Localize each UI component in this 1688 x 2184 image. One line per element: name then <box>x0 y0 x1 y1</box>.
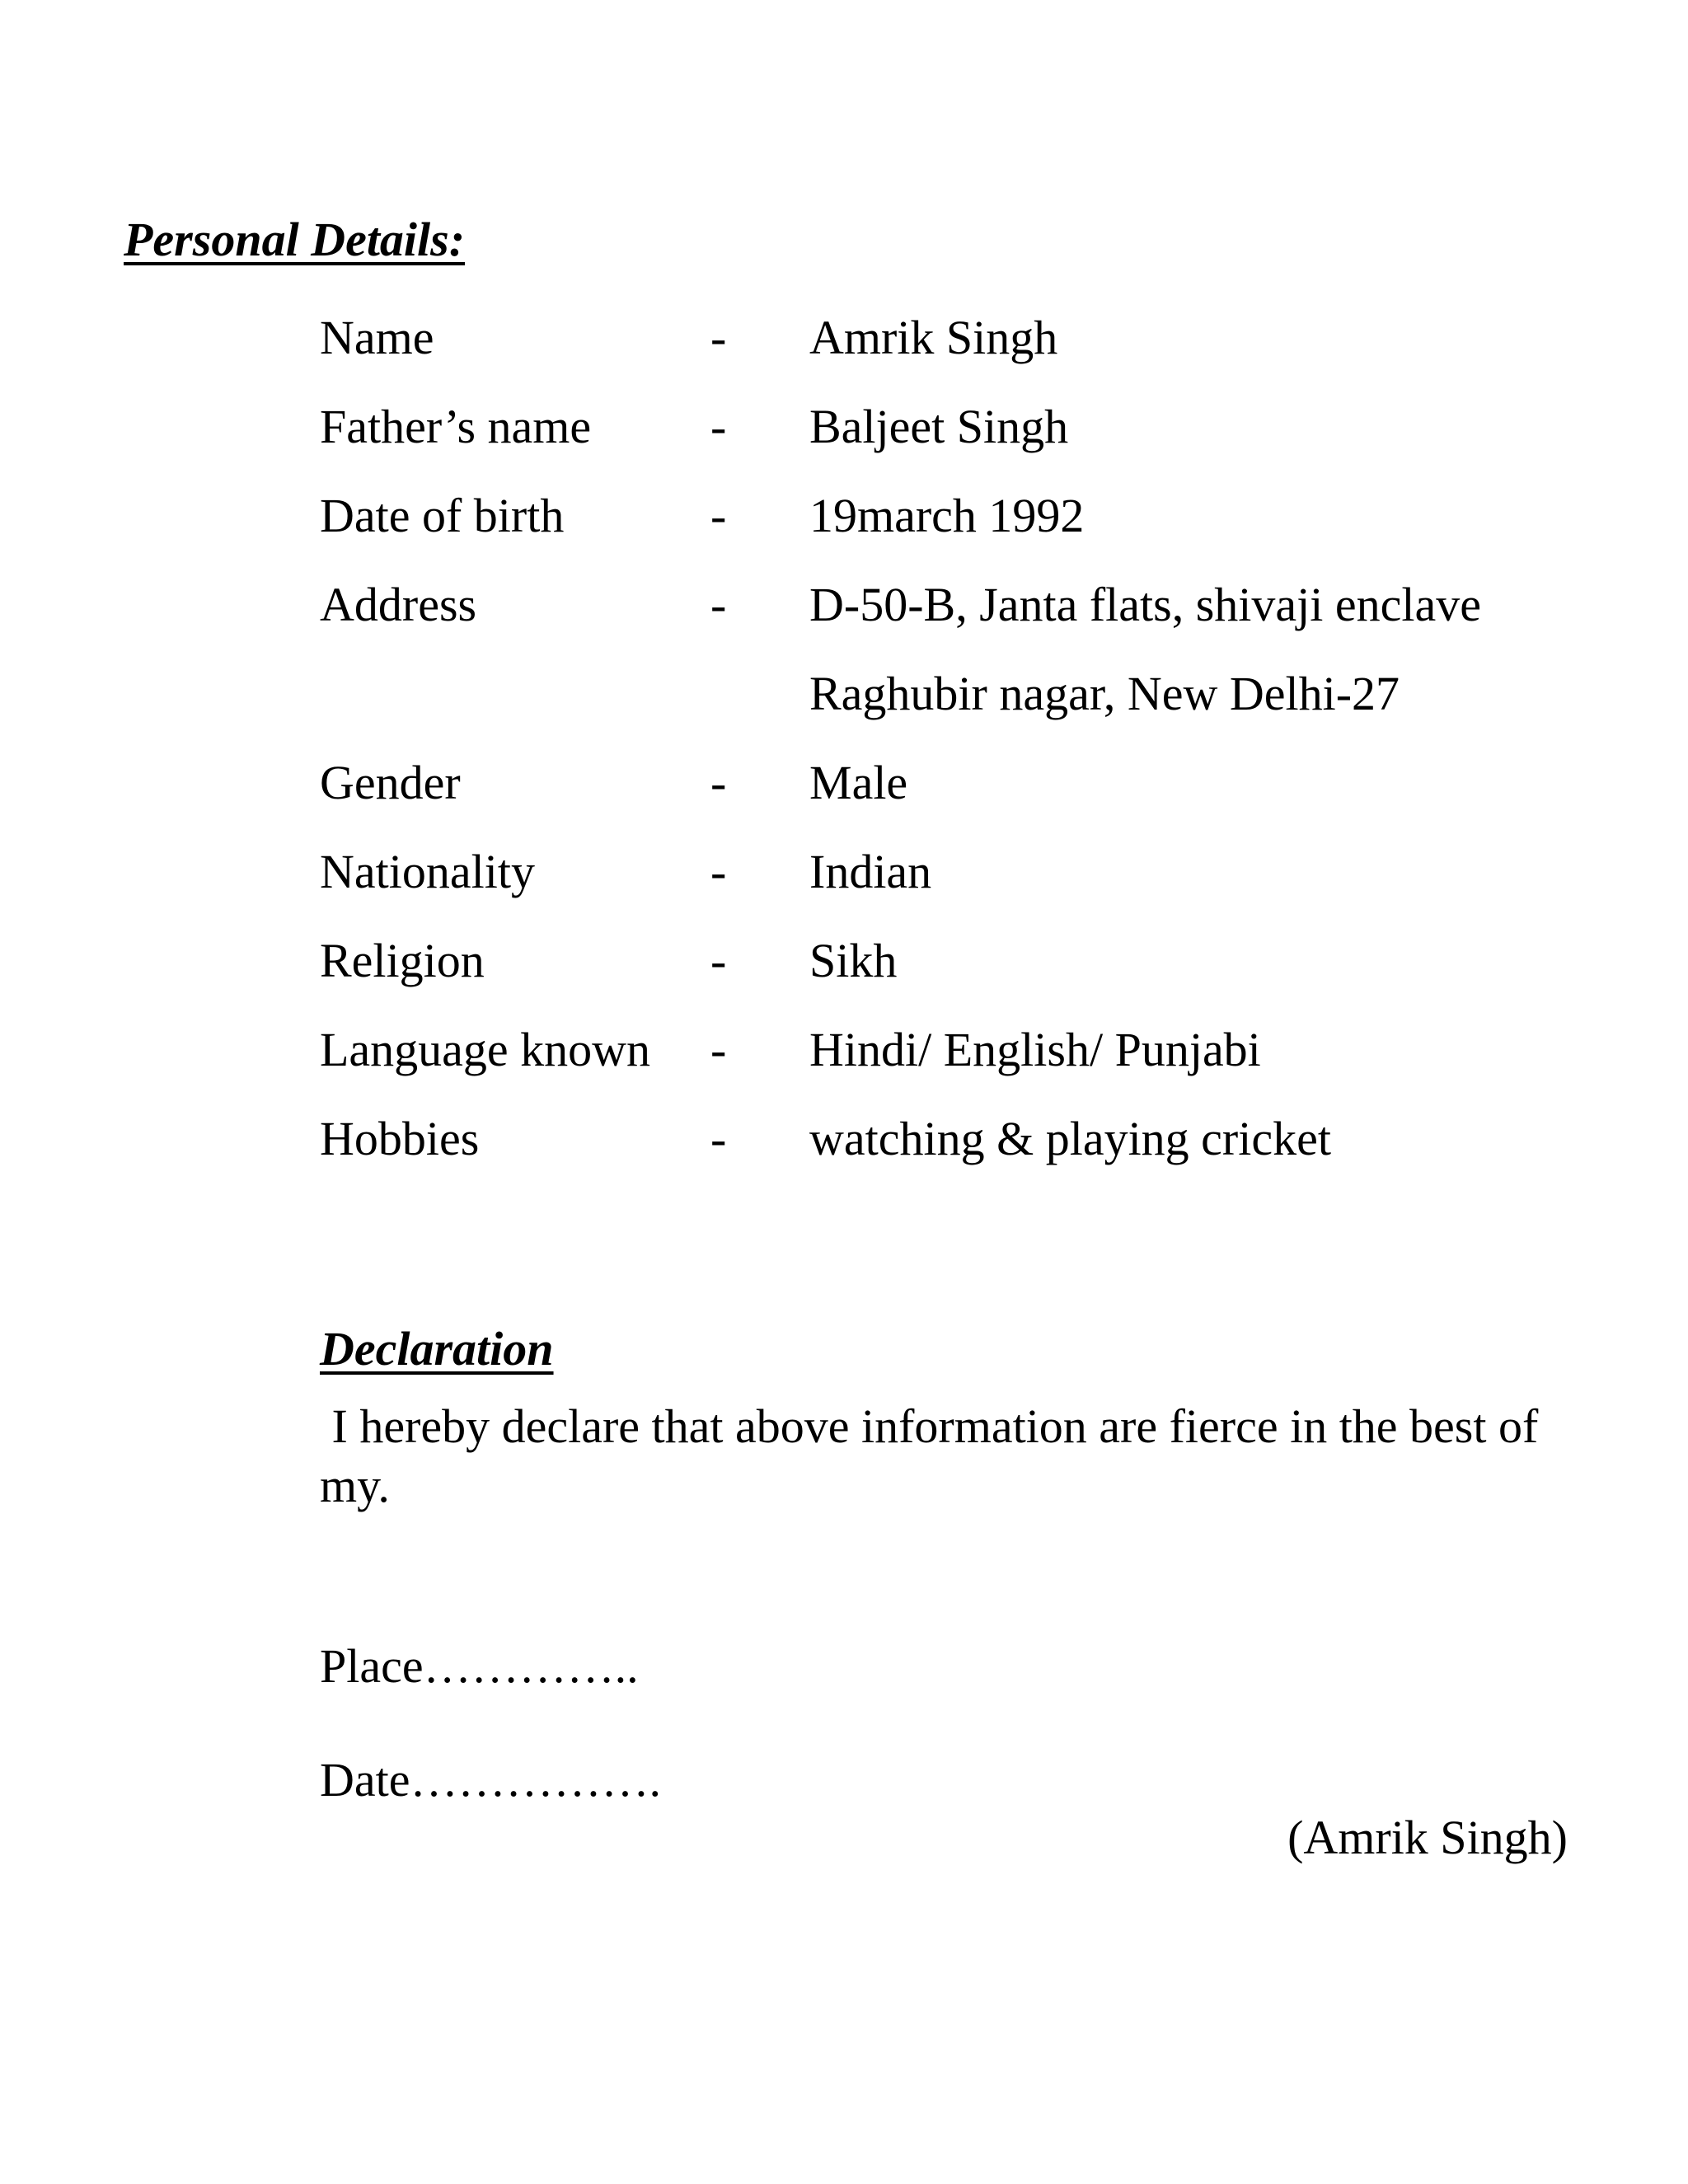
detail-value: Indian <box>809 845 932 898</box>
detail-value: Hindi/ English/ Punjabi <box>809 1023 1261 1076</box>
detail-value: Raghubir nagar, New Delhi-27 <box>809 667 1400 720</box>
detail-label: Father’s name <box>320 400 592 453</box>
detail-row-date-of-birth <box>0 483 1688 549</box>
detail-separator: - <box>710 578 727 631</box>
detail-value: Baljeet Singh <box>809 400 1069 453</box>
detail-row-fathers-name <box>0 394 1688 460</box>
declaration-heading: Declaration <box>320 1322 554 1376</box>
detail-label: Language known <box>320 1023 651 1076</box>
detail-value: Amrik Singh <box>809 311 1058 364</box>
detail-label: Hobbies <box>320 1112 480 1165</box>
detail-label: Religion <box>320 934 485 987</box>
place-field: Place………….. <box>320 1639 639 1693</box>
detail-label: Gender <box>320 756 461 809</box>
detail-row-gender <box>0 750 1688 816</box>
detail-row-hobbies <box>0 1106 1688 1172</box>
detail-separator: - <box>710 845 727 898</box>
detail-separator: - <box>710 756 727 809</box>
detail-label: Nationality <box>320 845 535 898</box>
detail-row-nationality <box>0 839 1688 905</box>
declaration-text: I hereby declare that above information are fierce in the best of my. <box>320 1399 1550 1512</box>
detail-label: Date of birth <box>320 489 565 542</box>
date-field: Date……………. <box>320 1753 661 1807</box>
detail-separator: - <box>710 400 727 453</box>
detail-separator: - <box>710 1112 727 1165</box>
signature-name: (Amrik Singh) <box>1287 1811 1568 1864</box>
detail-value: watching & playing cricket <box>809 1112 1331 1165</box>
detail-separator: - <box>710 311 727 364</box>
detail-value: Sikh <box>809 934 898 987</box>
detail-row-language-known <box>0 1017 1688 1083</box>
detail-separator: - <box>710 1023 727 1076</box>
detail-row-address-line-2 <box>0 661 1688 727</box>
detail-label: Name <box>320 311 434 364</box>
detail-row-address <box>0 572 1688 638</box>
detail-label: Address <box>320 578 477 631</box>
detail-value: 19march 1992 <box>809 489 1085 542</box>
detail-row-religion <box>0 928 1688 994</box>
detail-value: Male <box>809 756 908 809</box>
detail-row-name <box>0 305 1688 371</box>
detail-separator: - <box>710 489 727 542</box>
detail-separator: - <box>710 934 727 987</box>
personal-details-heading: Personal Details: <box>124 213 466 266</box>
detail-value: D-50-B, Janta flats, shivaji enclave <box>809 578 1481 631</box>
